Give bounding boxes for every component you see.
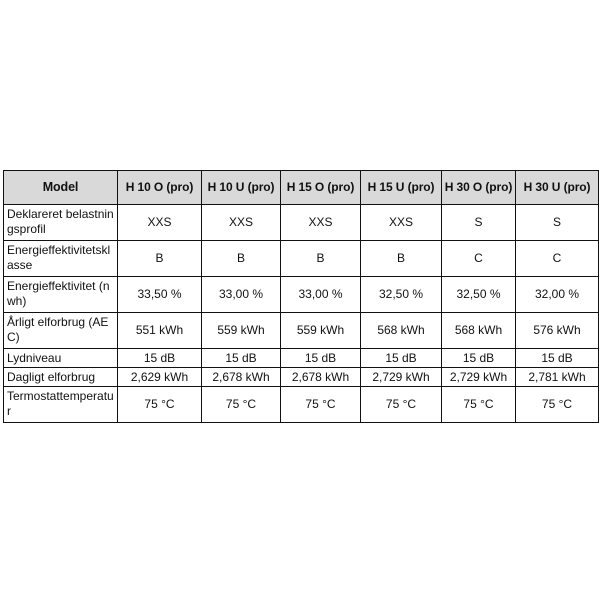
table-row bbox=[4, 349, 599, 368]
table-cell: B bbox=[281, 241, 361, 277]
row-label: Dagligt elforbrug bbox=[4, 368, 118, 387]
table-cell: S bbox=[442, 205, 516, 241]
table-cell: 2,678 kWh bbox=[202, 368, 281, 387]
table-cell: 15 dB bbox=[281, 349, 361, 368]
table-cell: 2,781 kWh bbox=[516, 368, 599, 387]
table-cell: XXS bbox=[361, 205, 442, 241]
table-row bbox=[4, 241, 599, 277]
table-cell: 15 dB bbox=[516, 349, 599, 368]
table-cell: 75 °C bbox=[202, 387, 281, 423]
table-cell: 568 kWh bbox=[361, 313, 442, 349]
table-cell: 559 kWh bbox=[202, 313, 281, 349]
table-row bbox=[4, 277, 599, 313]
table-cell: 75 °C bbox=[118, 387, 202, 423]
table-row bbox=[4, 313, 599, 349]
table-cell: 32,00 % bbox=[516, 277, 599, 313]
table-cell: 75 °C bbox=[361, 387, 442, 423]
table-cell: 15 dB bbox=[361, 349, 442, 368]
header-model-h15u: H 15 U (pro) bbox=[361, 171, 442, 205]
table-cell: XXS bbox=[202, 205, 281, 241]
table-cell: 32,50 % bbox=[442, 277, 516, 313]
table-cell: 75 °C bbox=[516, 387, 599, 423]
table-row bbox=[4, 205, 599, 241]
header-model-h10u: H 10 U (pro) bbox=[202, 171, 281, 205]
header-model-h30u: H 30 U (pro) bbox=[516, 171, 599, 205]
table-cell: 15 dB bbox=[442, 349, 516, 368]
table-cell: 33,50 % bbox=[118, 277, 202, 313]
table-row bbox=[4, 368, 599, 387]
header-model-h30o: H 30 O (pro) bbox=[442, 171, 516, 205]
spec-table-container bbox=[3, 170, 598, 423]
table-cell: B bbox=[361, 241, 442, 277]
table-cell: 32,50 % bbox=[361, 277, 442, 313]
table-cell: 568 kWh bbox=[442, 313, 516, 349]
row-label: Energieffektivitet (nwh) bbox=[4, 277, 118, 313]
table-row bbox=[4, 387, 599, 423]
table-cell: 75 °C bbox=[442, 387, 516, 423]
table-body bbox=[4, 205, 599, 423]
table-cell: 551 kWh bbox=[118, 313, 202, 349]
table-cell: 33,00 % bbox=[281, 277, 361, 313]
table-cell: C bbox=[516, 241, 599, 277]
row-label: Årligt elforbrug (AEC) bbox=[4, 313, 118, 349]
row-label: Lydniveau bbox=[4, 349, 118, 368]
table-cell: 2,678 kWh bbox=[281, 368, 361, 387]
row-label: Termostattemperatur bbox=[4, 387, 118, 423]
table-cell: 33,00 % bbox=[202, 277, 281, 313]
table-cell: 15 dB bbox=[118, 349, 202, 368]
table-cell: 576 kWh bbox=[516, 313, 599, 349]
table-cell: XXS bbox=[281, 205, 361, 241]
table-cell: B bbox=[202, 241, 281, 277]
table-cell: XXS bbox=[118, 205, 202, 241]
header-model: Model bbox=[4, 171, 118, 205]
header-model-h15o: H 15 O (pro) bbox=[281, 171, 361, 205]
table-cell: 2,729 kWh bbox=[361, 368, 442, 387]
table-header bbox=[4, 171, 599, 205]
row-label: Deklareret belastningsprofil bbox=[4, 205, 118, 241]
row-label: Energieffektivitetsklasse bbox=[4, 241, 118, 277]
header-model-h10o: H 10 O (pro) bbox=[118, 171, 202, 205]
table-cell: B bbox=[118, 241, 202, 277]
table-cell: S bbox=[516, 205, 599, 241]
table-cell: 2,629 kWh bbox=[118, 368, 202, 387]
table-cell: 2,729 kWh bbox=[442, 368, 516, 387]
table-cell: C bbox=[442, 241, 516, 277]
spec-table bbox=[3, 170, 599, 423]
table-cell: 559 kWh bbox=[281, 313, 361, 349]
header-row bbox=[4, 171, 599, 205]
table-cell: 15 dB bbox=[202, 349, 281, 368]
table-cell: 75 °C bbox=[281, 387, 361, 423]
